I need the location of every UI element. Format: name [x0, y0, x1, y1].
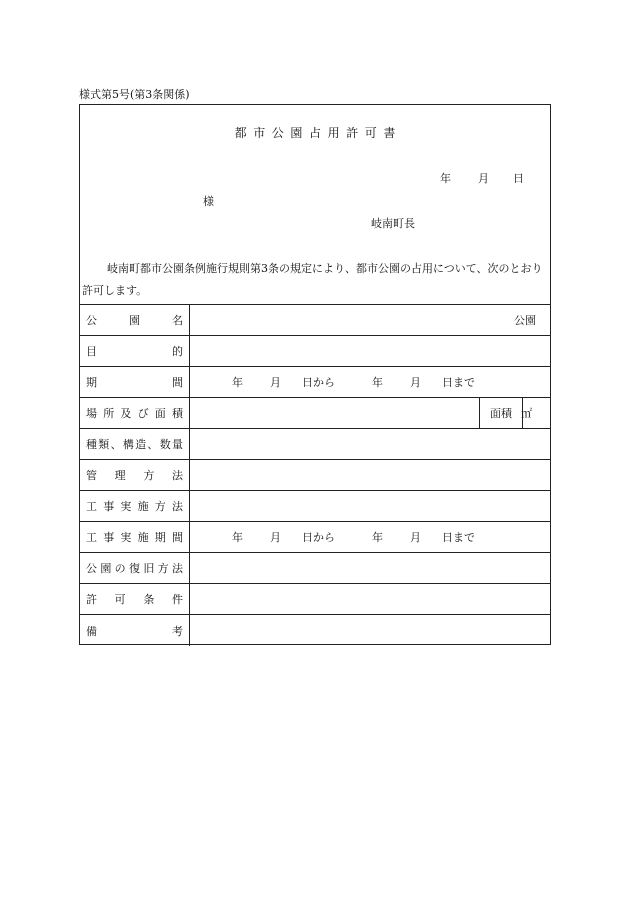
label-remarks: 備 考: [80, 615, 190, 646]
row-construction-method: [80, 491, 550, 522]
label-period: 期 間: [80, 367, 190, 397]
field-restoration[interactable]: [190, 553, 550, 583]
label-construction-period: 工 事 実 施 期 間: [80, 522, 190, 552]
label-park-name: 公 園 名: [80, 305, 190, 335]
field-period[interactable]: [190, 367, 550, 397]
row-period: [80, 367, 550, 398]
label-conditions: 許 可 条 件: [80, 584, 190, 614]
park-suffix: 公園: [514, 314, 536, 327]
field-construction-period[interactable]: [190, 522, 550, 552]
row-location: [80, 398, 550, 429]
permit-statement: 岐南町都市公園条例施行規則第3条の規定により、都市公園の占用について、次のとおり許可します。: [82, 262, 543, 297]
field-type[interactable]: [190, 429, 550, 459]
document-title: 都市公園占用許可書: [234, 126, 402, 140]
row-type: [80, 429, 550, 460]
period-year-to: 年: [372, 376, 383, 389]
field-park-name[interactable]: [190, 305, 550, 335]
row-restoration: [80, 553, 550, 584]
field-purpose[interactable]: [190, 336, 550, 366]
construction-year-from: 年: [232, 531, 243, 544]
period-year-from: 年: [232, 376, 243, 389]
row-management: [80, 460, 550, 491]
field-management[interactable]: [190, 460, 550, 490]
construction-month-to: 月: [410, 531, 421, 544]
label-construction-method: 工 事 実 施 方 法: [80, 491, 190, 521]
date-year-label: 年: [440, 172, 451, 185]
construction-day-to: 日まで: [442, 531, 475, 544]
field-construction-method[interactable]: [190, 491, 550, 521]
label-restoration: 公 園 の 復 旧 方 法: [80, 553, 190, 583]
field-location[interactable]: [190, 398, 550, 428]
period-month-to: 月: [410, 376, 421, 389]
label-location: 場 所 及 び 面 積: [80, 398, 190, 428]
construction-day-from: 日から: [302, 531, 335, 544]
construction-year-to: 年: [372, 531, 383, 544]
period-day-from: 日から: [302, 376, 335, 389]
field-conditions[interactable]: [190, 584, 550, 614]
row-conditions: [80, 584, 550, 615]
period-day-to: 日まで: [442, 376, 475, 389]
row-construction-period: [80, 522, 550, 553]
area-unit: ㎡: [521, 407, 532, 420]
construction-month-from: 月: [270, 531, 281, 544]
label-management: 管 理 方 法: [80, 460, 190, 490]
area-label-cell: 面積: [479, 398, 523, 428]
issuer-name: 岐南町長: [371, 217, 415, 230]
row-purpose: [80, 336, 550, 367]
row-park-name: [80, 305, 550, 336]
issue-date: [440, 170, 550, 184]
recipient-suffix: 様: [203, 195, 214, 208]
label-type: 種 類 、 構 造 、 数 量: [80, 429, 190, 459]
date-day-label: 日: [513, 172, 524, 185]
date-month-label: 月: [478, 172, 489, 185]
form-header: [80, 105, 550, 305]
label-purpose: 目 的: [80, 336, 190, 366]
field-remarks[interactable]: [190, 615, 550, 646]
period-month-from: 月: [270, 376, 281, 389]
permit-form: [79, 104, 551, 645]
row-remarks: [80, 615, 550, 646]
form-number: 様式第5号(第3条関係): [79, 88, 190, 101]
